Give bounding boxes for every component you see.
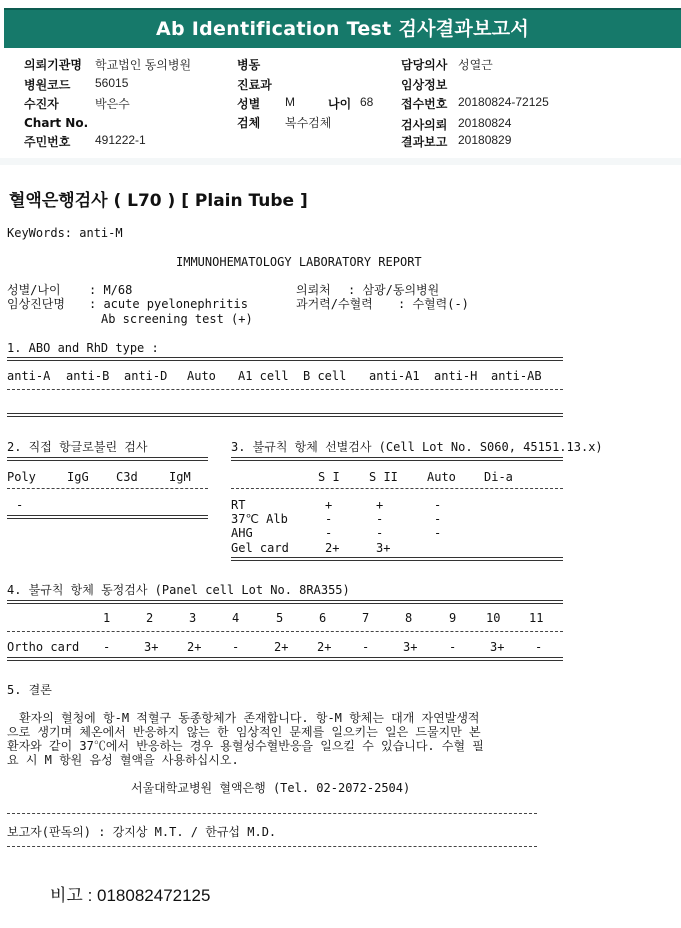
referral-value: : 삼광/동의병원	[348, 283, 440, 297]
section3-title: 3. 불규칙 항체 선별검사 (Cell Lot No. S060, 45151.13.x)	[231, 440, 603, 454]
screen-row-37c-alb: 37℃ Alb	[231, 512, 288, 526]
panel-val-7: -	[362, 640, 370, 654]
dat-col-igg: IgG	[67, 470, 89, 484]
history-value: : 수혈력(-)	[398, 297, 469, 311]
conclusion-line-3: 환자와 같이 37℃에서 반응하는 경우 용혈성수혈반응을 일으킬 수 있습니다. 수혈 필	[7, 739, 484, 753]
report-title: Ab Identification Test 검사결과보고서	[155, 18, 530, 40]
requested-value: 20180824	[458, 116, 512, 130]
dat-col-c3d: C3d	[116, 470, 138, 484]
double-rule	[231, 557, 563, 561]
accession-no-value: 20180824-72125	[458, 95, 549, 109]
panel-val-4: -	[232, 640, 240, 654]
clinical-info-label: 임상정보	[401, 78, 448, 92]
diagnosis-label: 임상진단명	[7, 297, 65, 311]
screen-alb-s1: -	[325, 512, 333, 526]
conclusion-line-1: 환자의 혈청에 항-M 적혈구 동종항체가 존재합니다. 항-M 항체는 대개 자연발생적	[19, 711, 480, 725]
panel-val-11: -	[535, 640, 543, 654]
institution-label: 의뢰기관명	[24, 58, 82, 72]
dashed-rule	[231, 488, 563, 489]
abo-col-anti-ab: anti-AB	[491, 369, 542, 383]
keywords-line: KeyWords: anti-M	[7, 226, 123, 240]
panel-col-1: 1	[103, 611, 111, 625]
panel-col-10: 10	[486, 611, 501, 625]
reporter-line: 보고자(판독의) : 강지상 M.T. / 한규섭 M.D.	[7, 825, 277, 839]
dat-col-poly: Poly	[7, 470, 36, 484]
age-value: 68	[360, 95, 374, 109]
ward-label: 병동	[237, 58, 261, 72]
accession-no-label: 접수번호	[401, 97, 448, 111]
panel-val-2: 3+	[144, 640, 159, 654]
panel-col-8: 8	[405, 611, 413, 625]
screen-alb-auto: -	[434, 512, 442, 526]
abo-col-auto: Auto	[187, 369, 216, 383]
abo-col-b-cell: B cell	[303, 369, 347, 383]
screen-rt-s1: +	[325, 498, 333, 512]
conclusion-line-2: 으로 생기며 체온에서 반응하지 않는 한 임상적인 문제를 일으키는 일은 드물지만 본	[7, 725, 481, 739]
diagnosis-value: : acute pyelonephritis	[89, 297, 248, 311]
section5-title: 5. 결론	[7, 683, 52, 697]
panel-val-9: -	[449, 640, 457, 654]
section1-title: 1. ABO and RhD type :	[7, 341, 159, 355]
panel-val-3: 2+	[187, 640, 202, 654]
screen-row-rt: RT	[231, 498, 246, 512]
screening-note: Ab screening test (+)	[101, 312, 253, 326]
reported-label: 결과보고	[401, 135, 448, 149]
recipient-value: 박은수	[95, 97, 130, 111]
report-heading: 혈액은행검사 ( L70 ) [ Plain Tube ]	[9, 191, 308, 211]
dashed-rule	[7, 846, 537, 847]
screen-col-auto: Auto	[427, 470, 456, 484]
abo-col-anti-a1: anti-A1	[369, 369, 420, 383]
panel-col-9: 9	[449, 611, 457, 625]
panel-col-7: 7	[362, 611, 370, 625]
doctor-label: 담당의사	[401, 58, 448, 72]
panel-val-1: -	[103, 640, 111, 654]
resident-no-value: 491222-1	[95, 133, 146, 147]
resident-no-label: 주민번호	[24, 135, 71, 149]
title-bar	[0, 0, 681, 50]
title-band	[4, 8, 681, 48]
specimen-value: 복수검체	[285, 116, 332, 130]
sex-age-label: 성별/나이	[7, 283, 61, 297]
panel-val-5: 2+	[274, 640, 289, 654]
abo-col-anti-h: anti-H	[434, 369, 478, 383]
double-rule	[7, 600, 563, 604]
screen-gel-s1: 2+	[325, 541, 340, 555]
screen-rt-auto: -	[434, 498, 442, 512]
panel-val-8: 3+	[403, 640, 418, 654]
screen-alb-s2: -	[376, 512, 384, 526]
screen-col-di-a: Di-a	[484, 470, 513, 484]
patient-info-header	[0, 50, 681, 158]
specimen-label: 검체	[237, 116, 261, 130]
sex-value: M	[285, 95, 295, 109]
abo-col-a1-cell: A1 cell	[238, 369, 289, 383]
double-rule	[7, 457, 208, 461]
screen-row-ahg: AHG	[231, 526, 253, 540]
double-rule	[7, 413, 563, 417]
panel-col-11: 11	[529, 611, 544, 625]
conclusion-line-4: 요 시 M 항원 음성 혈액을 사용하십시오.	[7, 753, 239, 767]
double-rule	[7, 657, 563, 661]
department-label: 진료과	[237, 78, 272, 92]
abo-col-anti-a: anti-A	[7, 369, 51, 383]
panel-col-6: 6	[319, 611, 327, 625]
dat-col-igm: IgM	[169, 470, 191, 484]
dashed-rule	[7, 488, 208, 489]
panel-col-3: 3	[189, 611, 197, 625]
hospital-code-value: 56015	[95, 76, 129, 90]
dashed-rule	[7, 389, 563, 390]
abo-col-anti-b: anti-B	[66, 369, 110, 383]
remark: 비고 : 018082472125	[50, 886, 211, 905]
double-rule	[7, 357, 563, 361]
screen-rt-s2: +	[376, 498, 384, 512]
sex-age-value: : M/68	[89, 283, 133, 297]
referral-label: 의뢰처	[296, 283, 331, 297]
age-label: 나이	[328, 97, 352, 111]
section2-title: 2. 직접 항글로불린 검사	[7, 440, 148, 454]
panel-val-6: 2+	[317, 640, 332, 654]
institution-value: 학교법인 동의병원	[95, 58, 192, 72]
section4-title: 4. 불규칙 항체 동정검사 (Panel cell Lot No. 8RA355)	[7, 583, 350, 597]
requested-label: 검사의뢰	[401, 118, 448, 132]
hospital-code-label: 병원코드	[24, 78, 71, 92]
screen-ahg-s1: -	[325, 526, 333, 540]
panel-val-10: 3+	[490, 640, 505, 654]
dat-val-poly: -	[16, 498, 24, 512]
lab-report-title: IMMUNOHEMATOLOGY LABORATORY REPORT	[176, 255, 422, 269]
recipient-label: 수진자	[24, 97, 59, 111]
double-rule	[7, 515, 208, 519]
screen-ahg-s2: -	[376, 526, 384, 540]
panel-col-5: 5	[276, 611, 284, 625]
chart-no-label: Chart No.	[24, 116, 89, 130]
screen-gel-s2: 3+	[376, 541, 391, 555]
abo-col-anti-d: anti-D	[124, 369, 168, 383]
screen-ahg-auto: -	[434, 526, 442, 540]
reported-value: 20180829	[458, 133, 512, 147]
double-rule	[231, 457, 563, 461]
sex-label: 성별	[237, 97, 261, 111]
panel-col-4: 4	[232, 611, 240, 625]
screen-col-s1: S I	[318, 470, 340, 484]
history-label: 과거력/수혈력	[296, 297, 373, 311]
institution-line: 서울대학교병원 혈액은행 (Tel. 02-2072-2504)	[131, 781, 411, 795]
screen-row-gel-card: Gel card	[231, 541, 289, 555]
dashed-rule	[7, 813, 537, 814]
dashed-rule	[7, 631, 563, 632]
panel-row-label: Ortho card	[7, 640, 80, 654]
screen-col-s2: S II	[369, 470, 398, 484]
panel-col-2: 2	[146, 611, 154, 625]
doctor-value: 성열근	[458, 58, 493, 72]
